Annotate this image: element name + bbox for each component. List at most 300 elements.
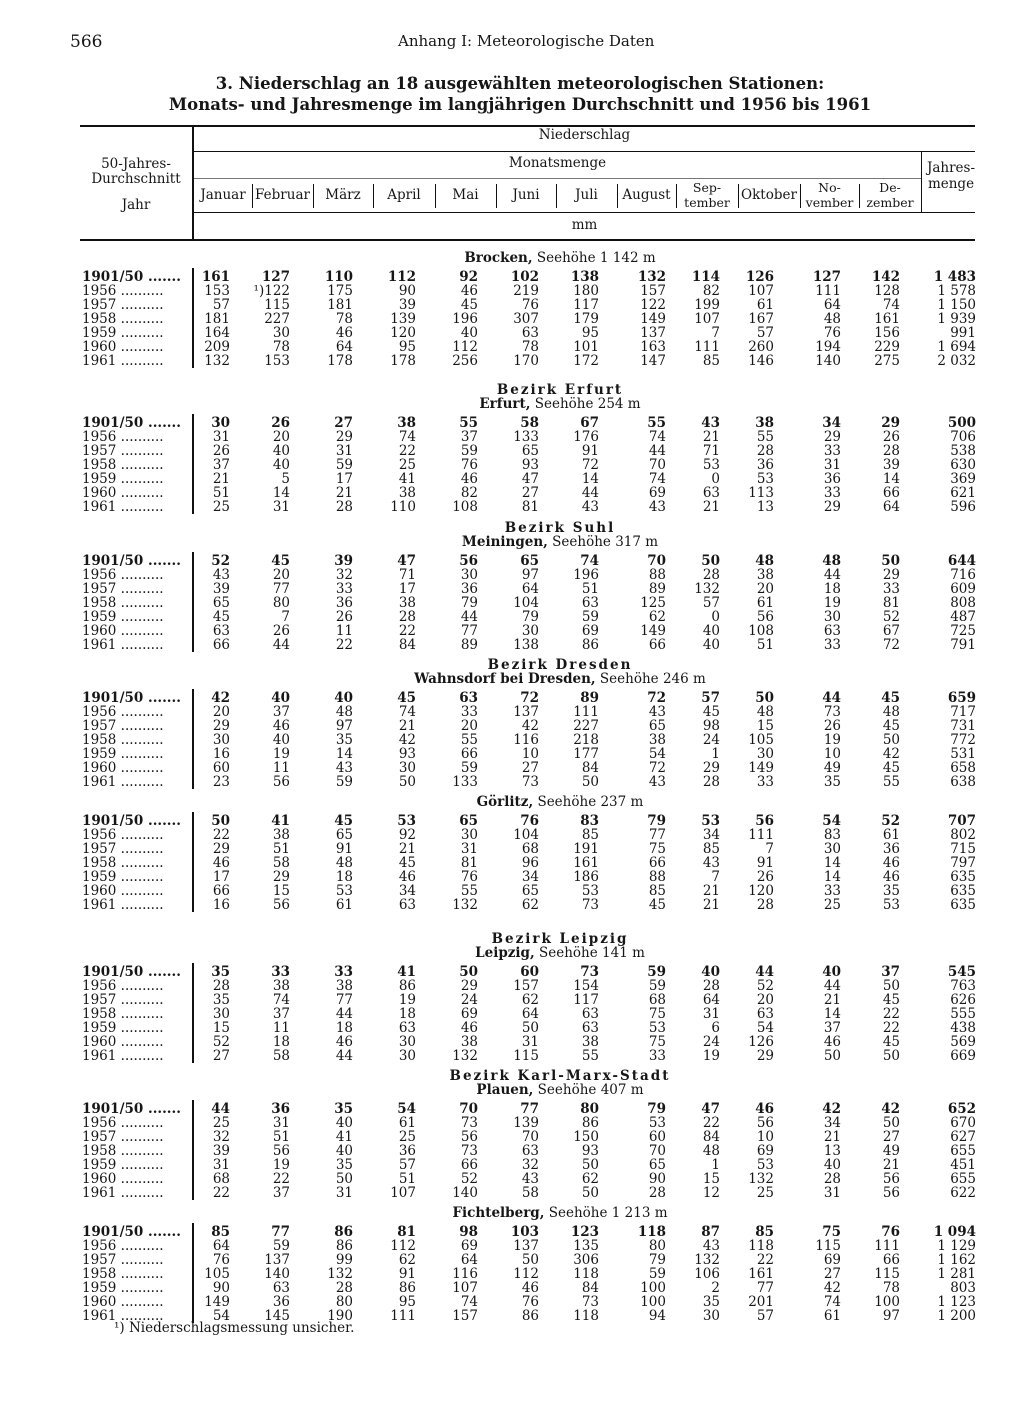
table-row <box>0 814 1024 828</box>
table-cell: 39 <box>882 457 900 473</box>
table-cell: 138 <box>513 637 539 653</box>
table-cell: 115 <box>264 297 290 313</box>
table-cell: 63 <box>581 1006 599 1022</box>
table-cell: 61 <box>398 1115 416 1131</box>
table-cell: 5 <box>281 471 290 487</box>
jahresmenge-label-1: Jahres- <box>926 160 976 176</box>
table-cell: 157 <box>452 1308 478 1324</box>
table-cell: 199 <box>694 297 720 313</box>
table-cell: 146 <box>748 353 774 369</box>
table-cell: 30 <box>212 1006 230 1022</box>
table-cell: 59 <box>335 457 353 473</box>
table-cell: 132 <box>452 897 478 913</box>
row-year: 1957 .......... <box>82 1253 164 1267</box>
table-cell: 20 <box>272 567 290 583</box>
table-cell: 153 <box>204 283 230 299</box>
table-cell: 50 <box>701 553 720 569</box>
table-cell: 38 <box>335 978 353 994</box>
table-cell: 59 <box>648 978 666 994</box>
table-cell: 53 <box>882 897 900 913</box>
table-cell: 72 <box>581 457 599 473</box>
month-header-line-1: Sep- <box>692 180 722 195</box>
table-cell: 36 <box>398 1143 416 1159</box>
table-cell: 72 <box>648 760 666 776</box>
table-cell: 97 <box>335 718 353 734</box>
table-cell: 227 <box>264 311 290 327</box>
monatsmenge-label: Monatsmenge <box>508 155 607 171</box>
block-divider <box>192 414 194 514</box>
table-row <box>0 761 1024 775</box>
table-cell: 65 <box>335 827 353 843</box>
table-cell: 53 <box>756 471 774 487</box>
table-cell: 48 <box>756 704 774 720</box>
table-cell: 19 <box>702 1048 720 1064</box>
table-cell: 725 <box>950 623 976 639</box>
table-cell: 83 <box>580 813 599 829</box>
table-cell: 306 <box>573 1252 599 1268</box>
table-cell: 13 <box>823 1143 841 1159</box>
table-cell: 31 <box>335 1185 353 1201</box>
table-cell: 48 <box>755 553 774 569</box>
table-cell: 30 <box>272 325 290 341</box>
table-cell: 103 <box>510 1224 539 1240</box>
table-cell: 1 123 <box>937 1294 976 1310</box>
table-cell: 70 <box>648 457 666 473</box>
table-cell: 133 <box>452 774 478 790</box>
month-header: Juni <box>512 187 540 203</box>
table-cell: 31 <box>212 429 230 445</box>
table-cell: 74 <box>272 992 290 1008</box>
table-cell: 47 <box>521 471 539 487</box>
table-cell: 191 <box>573 841 599 857</box>
table-cell: 59 <box>460 760 478 776</box>
table-cell: 89 <box>460 637 478 653</box>
table-cell: 31 <box>823 457 841 473</box>
row-year: 1961 .......... <box>82 1309 164 1323</box>
table-cell: 59 <box>335 774 353 790</box>
table-cell: 85 <box>702 841 720 857</box>
table-cell: 72 <box>647 690 666 706</box>
table-cell: 28 <box>335 1280 353 1296</box>
table-cell: 110 <box>324 269 353 285</box>
table-cell: 22 <box>272 1171 290 1187</box>
table-cell: 78 <box>521 339 539 355</box>
row-year: 1960 .......... <box>82 1172 164 1186</box>
table-cell: 707 <box>947 813 976 829</box>
table-cell: 438 <box>950 1020 976 1036</box>
table-cell: 11 <box>272 760 290 776</box>
row-year: 1901/50 ....... <box>82 1102 181 1116</box>
table-cell: 33 <box>334 964 353 980</box>
table-cell: 644 <box>947 553 976 569</box>
table-cell: 149 <box>640 623 666 639</box>
table-cell: 50 <box>211 813 230 829</box>
station-elevation: Seehöhe 254 m <box>530 396 641 412</box>
table-cell: 68 <box>521 841 539 857</box>
table-cell: 627 <box>950 1129 976 1145</box>
table-cell: 655 <box>950 1171 976 1187</box>
table-cell: 85 <box>702 353 720 369</box>
table-cell: 27 <box>334 415 353 431</box>
table-cell: 66 <box>648 855 666 871</box>
table-cell: 177 <box>573 746 599 762</box>
table-cell: 50 <box>581 1157 599 1173</box>
month-header-line-1: No- <box>818 180 841 195</box>
table-title-line-1: 3. Niederschlag an 18 ausgewählten meteorologischen Stationen: <box>215 74 825 93</box>
table-cell: 74 <box>398 429 416 445</box>
table-cell: 49 <box>882 1143 900 1159</box>
table-cell: 43 <box>648 499 666 515</box>
table-cell: 64 <box>702 992 720 1008</box>
table-cell: 1 094 <box>933 1224 976 1240</box>
table-cell: 77 <box>335 992 353 1008</box>
table-cell: 93 <box>398 746 416 762</box>
table-cell: 20 <box>756 581 774 597</box>
table-cell: 72 <box>520 690 539 706</box>
table-cell: 638 <box>950 774 976 790</box>
table-cell: 58 <box>272 1048 290 1064</box>
table-cell: 1 129 <box>937 1238 976 1254</box>
table-cell: 7 <box>711 325 720 341</box>
table-cell: 52 <box>212 1034 230 1050</box>
row-year: 1958 .......... <box>82 856 164 870</box>
table-cell: 78 <box>272 339 290 355</box>
table-cell: 25 <box>756 1185 774 1201</box>
table-cell: 802 <box>950 827 976 843</box>
table-cell: 127 <box>812 269 841 285</box>
table-cell: 50 <box>335 1171 353 1187</box>
month-header: April <box>387 187 421 203</box>
table-cell: 172 <box>573 353 599 369</box>
table-cell: 62 <box>648 609 666 625</box>
footnote: ¹) Niederschlagsmessung unsicher. <box>114 1320 355 1336</box>
table-cell: 91 <box>398 1266 416 1282</box>
table-cell: 31 <box>335 443 353 459</box>
table-cell: 48 <box>822 553 841 569</box>
table-cell: 626 <box>950 992 976 1008</box>
table-row <box>0 979 1024 993</box>
table-cell: 30 <box>521 623 539 639</box>
table-cell: 95 <box>581 325 599 341</box>
table-cell: 51 <box>272 1129 290 1145</box>
table-cell: 91 <box>756 855 774 871</box>
table-cell: 569 <box>950 1034 976 1050</box>
row-year: 1959 .......... <box>82 870 164 884</box>
row-year: 1956 .......... <box>82 1239 164 1253</box>
table-cell: 27 <box>521 485 539 501</box>
table-cell: 97 <box>521 567 539 583</box>
table-cell: 56 <box>755 813 774 829</box>
table-cell: 21 <box>702 429 720 445</box>
table-cell: 50 <box>881 553 900 569</box>
table-cell: 28 <box>702 567 720 583</box>
table-cell: 139 <box>513 1115 539 1131</box>
table-row <box>0 638 1024 652</box>
table-cell: 38 <box>398 595 416 611</box>
table-cell: 79 <box>521 609 539 625</box>
table-cell: 74 <box>580 553 599 569</box>
table-cell: 46 <box>335 325 353 341</box>
table-cell: 38 <box>398 485 416 501</box>
table-cell: 772 <box>950 732 976 748</box>
table-cell: 73 <box>460 1115 478 1131</box>
table-row <box>0 312 1024 326</box>
table-cell: 64 <box>335 339 353 355</box>
table-cell: 82 <box>702 283 720 299</box>
table-cell: 56 <box>882 1171 900 1187</box>
table-cell: 71 <box>702 443 720 459</box>
table-cell: 42 <box>398 732 416 748</box>
table-cell: 56 <box>459 553 478 569</box>
table-cell: 111 <box>748 827 774 843</box>
table-cell: 81 <box>521 499 539 515</box>
table-cell: 55 <box>460 732 478 748</box>
table-cell: 715 <box>950 841 976 857</box>
table-cell: 38 <box>755 415 774 431</box>
table-cell: 35 <box>882 883 900 899</box>
table-cell: 46 <box>212 855 230 871</box>
table-cell: 72 <box>882 637 900 653</box>
table-cell: 28 <box>212 978 230 994</box>
table-cell: 76 <box>881 1224 900 1240</box>
table-cell: 190 <box>327 1308 353 1324</box>
table-row <box>0 965 1024 979</box>
table-cell: 22 <box>335 637 353 653</box>
table-cell: 98 <box>702 718 720 734</box>
table-cell: 73 <box>521 774 539 790</box>
table-cell: 150 <box>573 1129 599 1145</box>
table-cell: 76 <box>460 869 478 885</box>
table-cell: 10 <box>756 1129 774 1145</box>
table-cell: 256 <box>452 353 478 369</box>
table-cell: 161 <box>748 1266 774 1282</box>
table-cell: 51 <box>212 485 230 501</box>
table-cell: 176 <box>573 429 599 445</box>
station-elevation: Seehöhe 407 m <box>533 1082 644 1098</box>
table-cell: 545 <box>947 964 976 980</box>
table-cell: 14 <box>272 485 290 501</box>
station-name: Plauen, <box>476 1082 534 1098</box>
table-cell: 1 200 <box>937 1308 976 1324</box>
table-cell: 89 <box>648 581 666 597</box>
table-cell: 53 <box>581 883 599 899</box>
table-cell: 36 <box>460 581 478 597</box>
table-cell: 33 <box>756 774 774 790</box>
table-cell: 487 <box>950 609 976 625</box>
row-year: 1958 .......... <box>82 1144 164 1158</box>
table-cell: 33 <box>648 1048 666 1064</box>
table-cell: 260 <box>748 339 774 355</box>
station-name: Fichtelberg, <box>452 1205 545 1221</box>
table-cell: 46 <box>460 1020 478 1036</box>
table-cell: 59 <box>581 609 599 625</box>
table-cell: 112 <box>390 1238 416 1254</box>
table-cell: 107 <box>390 1185 416 1201</box>
table-cell: 81 <box>882 595 900 611</box>
table-cell: 11 <box>272 1020 290 1036</box>
bezirk-title: Bezirk Karl-Marx-Stadt <box>449 1068 671 1084</box>
table-cell: 40 <box>271 690 290 706</box>
table-cell: 70 <box>521 1129 539 1145</box>
table-cell: 186 <box>573 869 599 885</box>
table-cell: 40 <box>335 1115 353 1131</box>
table-cell: 108 <box>452 499 478 515</box>
table-cell: 15 <box>756 718 774 734</box>
table-cell: 40 <box>822 964 841 980</box>
row-year: 1957 .......... <box>82 993 164 1007</box>
table-cell: 115 <box>513 1048 539 1064</box>
table-cell: 96 <box>521 855 539 871</box>
table-cell: 45 <box>398 855 416 871</box>
station-elevation: Seehöhe 1 213 m <box>544 1205 668 1221</box>
table-cell: 122 <box>640 297 666 313</box>
table-cell: 26 <box>882 429 900 445</box>
table-cell: 49 <box>823 760 841 776</box>
row-year: 1959 .......... <box>82 610 164 624</box>
table-cell: 63 <box>823 623 841 639</box>
table-cell: 45 <box>881 690 900 706</box>
row-year: 1961 .......... <box>82 1049 164 1063</box>
table-cell: 145 <box>264 1308 290 1324</box>
table-cell: 98 <box>459 1224 478 1240</box>
table-cell: 42 <box>823 1280 841 1296</box>
bezirk-title: Bezirk Suhl <box>504 520 616 536</box>
table-row <box>0 691 1024 705</box>
table-cell: 29 <box>272 869 290 885</box>
table-row <box>0 1116 1024 1130</box>
table-cell: 84 <box>581 760 599 776</box>
table-cell: 31 <box>823 1185 841 1201</box>
table-cell: 117 <box>573 992 599 1008</box>
table-cell: 79 <box>460 595 478 611</box>
table-cell: 13 <box>756 499 774 515</box>
table-cell: 30 <box>823 609 841 625</box>
table-cell: 60 <box>520 964 539 980</box>
table-cell: 66 <box>460 1157 478 1173</box>
table-cell: 59 <box>647 964 666 980</box>
table-cell: ¹)122 <box>253 283 290 299</box>
table-cell: 38 <box>272 827 290 843</box>
table-cell: 85 <box>648 883 666 899</box>
table-cell: 635 <box>950 869 976 885</box>
row-year: 1960 .......... <box>82 1035 164 1049</box>
station-title <box>190 397 930 411</box>
table-cell: 39 <box>398 297 416 313</box>
table-row <box>0 1225 1024 1239</box>
table-row <box>0 582 1024 596</box>
table-cell: 83 <box>823 827 841 843</box>
table-cell: 132 <box>748 1171 774 1187</box>
table-cell: 127 <box>261 269 290 285</box>
table-cell: 149 <box>640 311 666 327</box>
table-cell: 29 <box>823 499 841 515</box>
table-cell: 31 <box>460 841 478 857</box>
table-cell: 35 <box>702 1294 720 1310</box>
table-cell: 45 <box>460 297 478 313</box>
table-cell: 74 <box>648 429 666 445</box>
table-cell: 21 <box>335 485 353 501</box>
table-cell: 21 <box>212 471 230 487</box>
bezirk-title: Bezirk Leipzig <box>491 931 629 947</box>
table-cell: 178 <box>327 353 353 369</box>
table-cell: 56 <box>756 609 774 625</box>
table-cell: 50 <box>823 1048 841 1064</box>
table-cell: 29 <box>702 760 720 776</box>
table-cell: 39 <box>334 553 353 569</box>
station-elevation: Seehöhe 237 m <box>533 794 644 810</box>
row-year: 1960 .......... <box>82 884 164 898</box>
row-year: 1959 .......... <box>82 326 164 340</box>
table-row <box>0 284 1024 298</box>
table-cell: 36 <box>823 471 841 487</box>
row-year: 1956 .......... <box>82 828 164 842</box>
table-cell: 30 <box>702 1308 720 1324</box>
table-cell: 46 <box>521 1280 539 1296</box>
table-cell: 18 <box>272 1034 290 1050</box>
table-cell: 63 <box>521 1143 539 1159</box>
row-year: 1901/50 ....... <box>82 416 181 430</box>
station-title <box>190 1083 930 1097</box>
table-cell: 111 <box>874 1238 900 1254</box>
table-cell: 68 <box>212 1171 230 1187</box>
table-cell: 108 <box>748 623 774 639</box>
table-cell: 30 <box>398 1048 416 1064</box>
table-cell: 137 <box>264 1252 290 1268</box>
table-cell: 22 <box>212 827 230 843</box>
table-cell: 111 <box>694 339 720 355</box>
table-row <box>0 1021 1024 1035</box>
table-cell: 52 <box>882 609 900 625</box>
table-row <box>0 354 1024 368</box>
table-cell: 20 <box>212 704 230 720</box>
table-cell: 46 <box>460 471 478 487</box>
table-cell: 38 <box>272 978 290 994</box>
table-row <box>0 1267 1024 1281</box>
row-year: 1961 .......... <box>82 898 164 912</box>
table-cell: 54 <box>648 746 666 762</box>
table-cell: 52 <box>211 553 230 569</box>
table-cell: 43 <box>581 499 599 515</box>
table-cell: 59 <box>648 1266 666 1282</box>
table-cell: 50 <box>882 1115 900 1131</box>
station-name: Leipzig, <box>475 945 535 961</box>
table-cell: 37 <box>881 964 900 980</box>
station-elevation: Seehöhe 246 m <box>595 671 706 687</box>
table-row <box>0 1172 1024 1186</box>
table-cell: 23 <box>212 774 230 790</box>
table-cell: 58 <box>520 415 539 431</box>
table-cell: 147 <box>640 353 666 369</box>
table-cell: 27 <box>521 760 539 776</box>
table-cell: 20 <box>460 718 478 734</box>
table-cell: 44 <box>272 637 290 653</box>
table-cell: 19 <box>823 732 841 748</box>
table-cell: 45 <box>271 553 290 569</box>
table-cell: 104 <box>513 595 539 611</box>
table-cell: 46 <box>460 283 478 299</box>
table-cell: 21 <box>398 718 416 734</box>
table-cell: 74 <box>882 297 900 313</box>
table-cell: 84 <box>702 1129 720 1145</box>
table-cell: 149 <box>748 760 774 776</box>
table-cell: 114 <box>691 269 720 285</box>
table-row <box>0 842 1024 856</box>
table-cell: 18 <box>398 1006 416 1022</box>
table-cell: 53 <box>648 1115 666 1131</box>
table-cell: 29 <box>335 429 353 445</box>
table-cell: 34 <box>823 1115 841 1131</box>
table-cell: 65 <box>648 1157 666 1173</box>
